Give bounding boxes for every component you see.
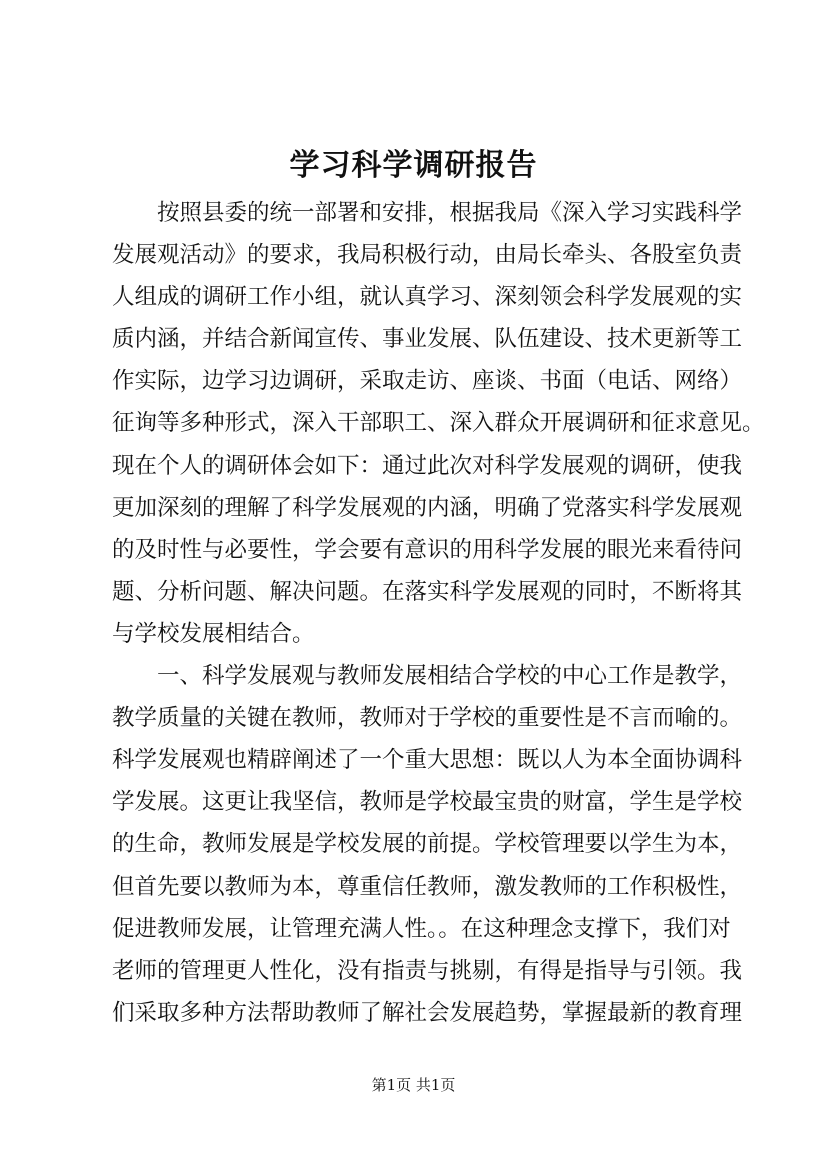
page-footer: 第1页 共1页	[371, 1076, 456, 1094]
body-line: 人组成的调研工作小组，就认真学习、深刻领会科学发展观的实	[112, 284, 743, 311]
document-body	[112, 192, 765, 1034]
body-line: 更加深刻的理解了科学发展观的内涵，明确了党落实科学发展观	[112, 494, 743, 521]
body-line: 作实际，边学习边调研，采取走访、座谈、书面（电话、网络）	[112, 368, 743, 395]
document-title: 学习科学调研报告	[289, 148, 538, 183]
body-line: 现在个人的调研体会如下：通过此次对科学发展观的调研，使我	[112, 452, 743, 479]
body-line: 老师的管理更人性化，没有指责与挑剔，有得是指导与引领。我	[112, 957, 743, 984]
body-line: 但首先要以教师为本，尊重信任教师，激发教师的工作积极性，	[112, 873, 743, 900]
body-line: 的及时性与必要性，学会要有意识的用科学发展的眼光来看待问	[112, 536, 743, 563]
body-line: 促进教师发展，让管理充满人性。。在这种理念支撑下，我们对	[112, 915, 731, 942]
body-line: 的生命，教师发展是学校发展的前提。学校管理要以学生为本，	[112, 831, 743, 858]
body-line: 们采取多种方法帮助教师了解社会发展趋势，掌握最新的教育理	[112, 999, 743, 1026]
body-line: 科学发展观也精辟阐述了一个重大思想：既以人为本全面协调科	[112, 747, 743, 774]
body-line: 一、科学发展观与教师发展相结合学校的中心工作是教学，	[157, 663, 743, 690]
body-line: 与学校发展相结合。	[112, 620, 315, 647]
body-line: 质内涵，并结合新闻宣传、事业发展、队伍建设、技术更新等工	[112, 326, 743, 353]
body-line: 发展观活动》的要求，我局积极行动，由局长牵头、各股室负责	[112, 242, 743, 269]
body-line: 教学质量的关键在教师，教师对于学校的重要性是不言而喻的。	[112, 705, 743, 732]
body-line: 题、分析问题、解决问题。在落实科学发展观的同时，不断将其	[112, 578, 743, 605]
body-line: 学发展。这更让我坚信，教师是学校最宝贵的财富，学生是学校	[112, 789, 743, 816]
body-line: 征询等多种形式，深入干部职工、深入群众开展调研和征求意见。	[112, 410, 765, 437]
body-line: 按照县委的统一部署和安排，根据我局《深入学习实践科学	[157, 200, 743, 226]
